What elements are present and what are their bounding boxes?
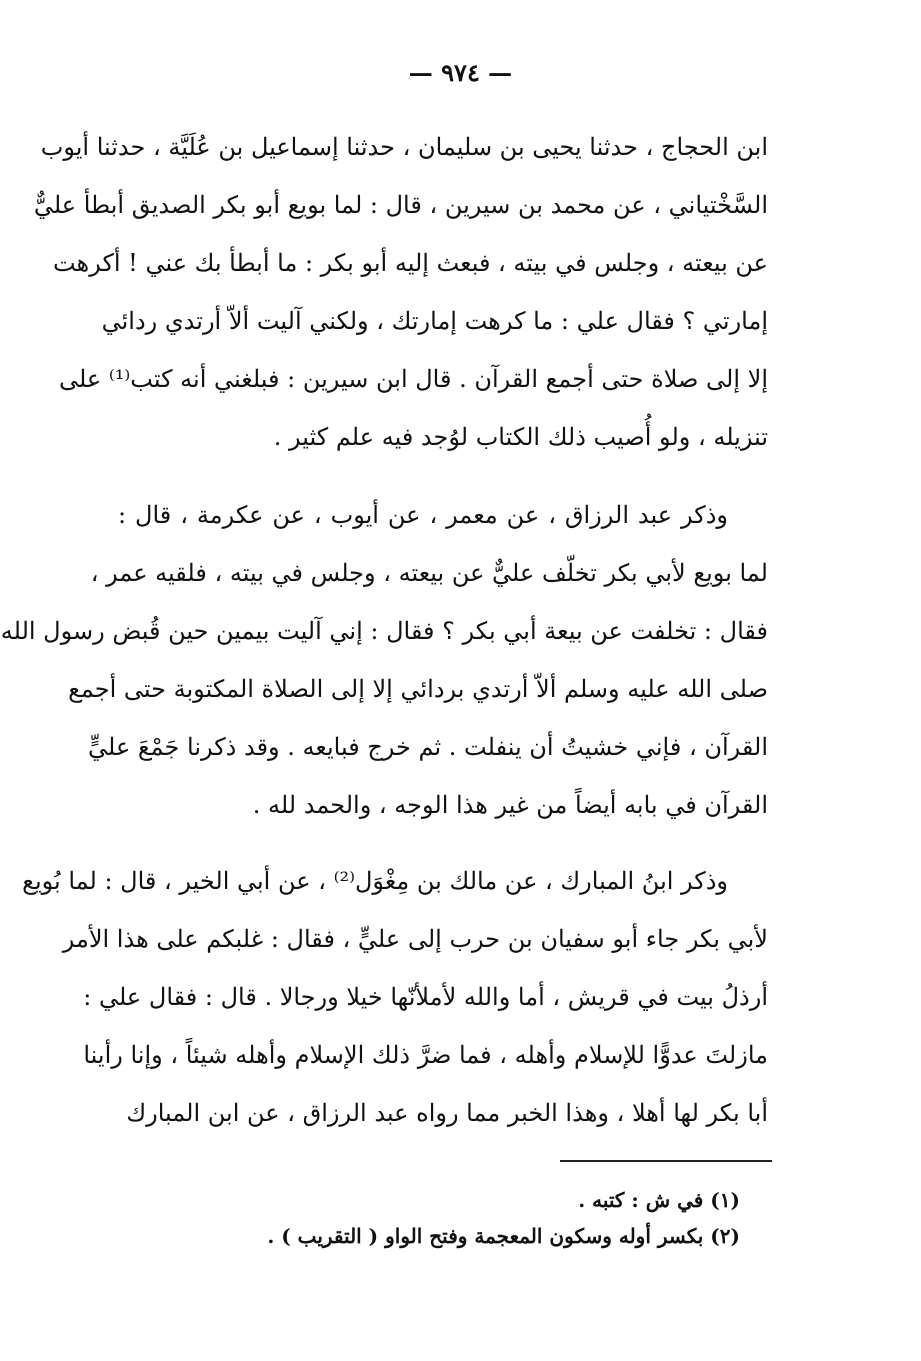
text-line: تنزيله ، ولو أُصيب ذلك الكتاب لوُجد فيه علم كثير .: [273, 423, 768, 451]
text-line: إلا إلى صلاة حتى أجمع القرآن . قال ابن سيرين : فبلغني أنه كتب⁽¹⁾ على: [58, 365, 768, 393]
text-line: ابن الحجاج ، حدثنا يحيى بن سليمان ، حدثنا إسماعيل بن عُلَيَّة ، حدثنا أيوب: [40, 133, 768, 161]
text-line: أبا بكر لها أهلا ، وهذا الخبر مما رواه عبد الرزاق ، عن ابن المبارك: [126, 1099, 768, 1127]
text-line: لأبي بكر جاء أبو سفيان بن حرب إلى عليٍّ ، فقال : غلبكم على هذا الأمر: [62, 925, 768, 953]
page-number: — ٩٧٤ —: [408, 58, 513, 87]
text-line: لما بويع لأبي بكر تخلّف عليٌّ عن بيعته ، وجلس في بيته ، فلقيه عمر ،: [90, 559, 768, 587]
text-line: القرآن في بابه أيضاً من غير هذا الوجه ، والحمد لله .: [252, 791, 768, 819]
text-line: عن بيعته ، وجلس في بيته ، فبعث إليه أبو بكر : ما أبطأ بك عني ! أكرهت: [52, 249, 768, 277]
footnote-divider: [560, 1160, 772, 1162]
paragraph-2: [0, 486, 768, 834]
footnote-1: (١) في ش : كتبه .: [578, 1188, 740, 1212]
text-line: صلى الله عليه وسلم ألاّ أرتدي بردائي إلا إلى الصلاة المكتوبة حتى أجمع: [68, 675, 768, 703]
text-line: السَّخْتياني ، عن محمد بن سيرين ، قال : لما بويع أبو بكر الصديق أبطأ عليٌّ: [33, 191, 768, 219]
footnote-2: (٢) بكسر أوله وسكون المعجمة وفتح الواو ( التقريب ) .: [267, 1224, 740, 1248]
text-line: مازلتَ عدوًّا للإسلام وأهله ، فما ضرَّ ذلك الإسلام وأهله شيئاً ، وإنا رأينا: [83, 1041, 768, 1069]
footnotes: [267, 1182, 740, 1254]
text-line: وذكر ابنُ المبارك ، عن مالك بن مِغْوَل⁽²⁾ ، عن أبي الخير ، قال : لما بُويع: [22, 867, 728, 895]
text-line: إمارتي ؟ فقال علي : ما كرهت إمارتك ، ولكني آليت ألاّ أرتدي ردائي: [101, 307, 768, 335]
text-line: فقال : تخلفت عن بيعة أبي بكر ؟ فقال : إني آليت بيمين حين قُبض رسول الله: [0, 617, 768, 645]
text-line: وذكر عبد الرزاق ، عن معمر ، عن أيوب ، عن عكرمة ، قال :: [118, 501, 728, 529]
text-line: أرذلُ بيت في قريش ، أما والله لأملأنّها خيلا ورجالا . قال : فقال علي :: [83, 983, 768, 1011]
paragraph-1: [33, 118, 768, 466]
paragraph-3: [22, 852, 768, 1142]
text-line: القرآن ، فإني خشيتُ أن ينفلت . ثم خرج فبايعه . وقد ذكرنا جَمْعَ عليٍّ: [88, 733, 768, 761]
